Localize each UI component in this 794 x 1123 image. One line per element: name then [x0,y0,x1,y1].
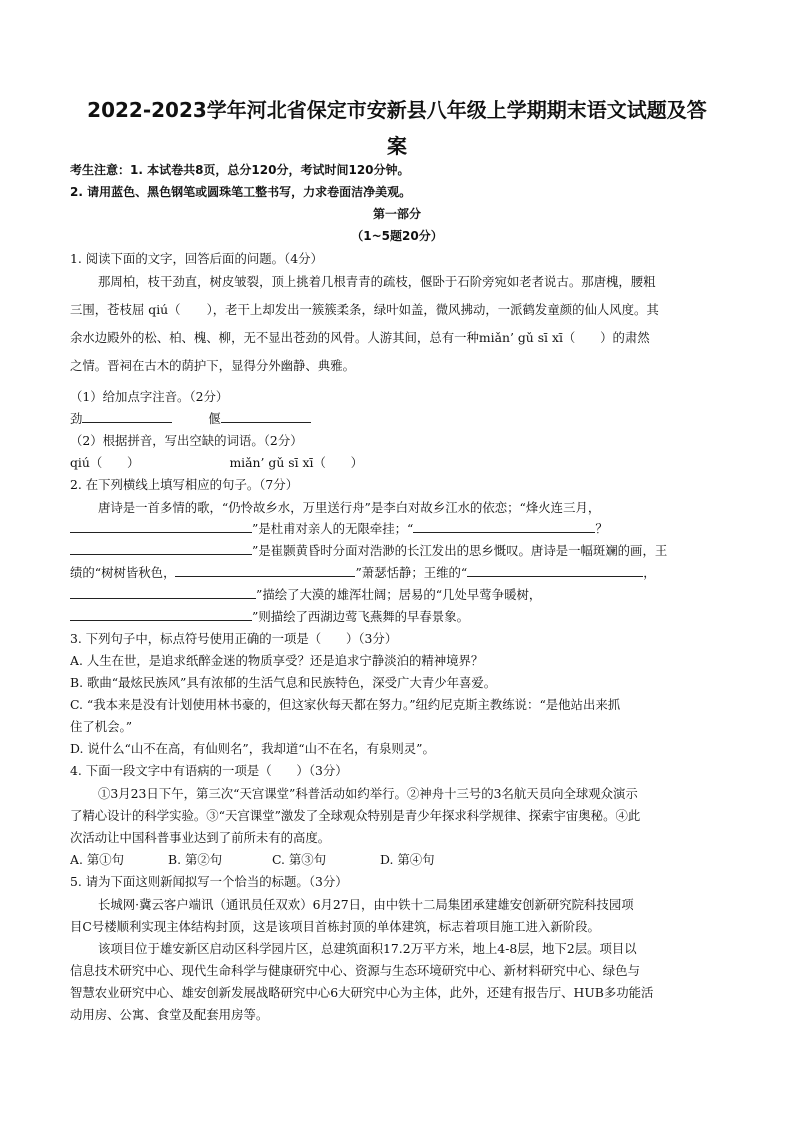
q1-passage-line-2 [70,299,724,321]
q2-line-4c: ， [643,565,656,580]
q2-line-2 [70,518,724,540]
q1-passage-line-1: 那周柏，枝干劲直，树皮皱裂，顶上挑着几根青青的疏枝，偃卧于石阶旁宛如老者说古。那唐槐，腰粗 [98,274,656,289]
q4-option-b[interactable]: B. 第②句 [168,852,223,867]
q2-line-6-text: ”则描绘了西湖边莺飞燕舞的早春景象。 [252,609,469,624]
q1-sub2: （2）根据拼音，写出空缺的词语。（2分） [70,433,303,448]
q4-passage-line-1: ①3月23日下午，第三次“天宫课堂”科普活动如约举行。②神舟十三号的3名航天员向全球观众演示 [98,786,638,801]
q1-passage-line-4: 之情。晋祠在古木的荫护下，显得分外幽静、典雅。 [70,358,355,373]
q2-line-4 [70,562,724,584]
q3-option-c-line-2: 住了机会。” [70,719,133,734]
q2-line-3 [70,540,724,562]
answer-blank[interactable] [70,584,256,599]
q3-stem: 3. 下列句子中，标点符号使用正确的一项是（ ）（3分） [70,631,398,646]
q2-line-2a: ”是杜甫对亲人的无限牵挂；“ [252,521,414,536]
q3-option-b[interactable]: B. 歌曲“最炫民族风”具有浓郁的生活气息和民族特色，深受广大青少年喜爱。 [70,675,497,690]
q1-pinyin-2[interactable]: miǎn’ gǔ sī xī（ ） [229,455,364,470]
q5-stem: 5. 请为下面这则新闻拟写一个恰当的标题。（3分） [70,874,348,889]
q5-news-line-5: 智慧农业研究中心、雄安创新发展战略研究中心6大研究中心为主体，此外，还建有报告厅、HUB多功能活 [70,985,654,1000]
q4-options [70,849,724,871]
q4-stem: 4. 下面一段文字中有语病的一项是（ ）（3分） [70,763,348,778]
q5-news-line-3: 该项目位于雄安新区启动区科学园片区，总建筑面积17.2万平方米，地上4-8层，地下2层。项目以 [98,941,637,956]
q1-char-jin: 劲 [70,411,83,426]
q5-news-line-6: 动用房、公寓、食堂及配套用房等。 [70,1007,269,1022]
answer-blank[interactable] [70,540,252,555]
answer-blank[interactable] [467,562,643,577]
answer-blank[interactable] [70,518,252,533]
q3-option-a[interactable]: A. 人生在世，是追求纸醉金迷的物质享受？还是追求宁静淡泊的精神境界？ [70,653,484,668]
q2-line-4b: ”萧瑟恬静；王维的“ [355,565,468,580]
q1-pinyin-1[interactable]: qiú（ ） [70,455,140,470]
notice-line-1: 考生注意：1. 本试卷共8页，总分120分，考试时间120分钟。 [70,163,410,177]
q1-pinyin-row [70,452,724,474]
q2-line-5 [70,584,724,606]
answer-blank[interactable] [221,408,311,423]
notice-line-2: 2. 请用蓝色、黑色钢笔或圆珠笔工整书写，力求卷面洁净美观。 [70,185,412,199]
part-heading: 第一部分 [372,207,421,221]
q2-line-6 [70,606,724,628]
q3-option-c-line-1[interactable]: C. “我本来是没有计划使用林书豪的，但这家伙每天都在努力。”纽约尼克斯主教练说：“是他站出来抓 [70,697,621,712]
q4-option-d[interactable]: D. 第④句 [380,852,435,867]
q5-news-line-1: 长城网·冀云客户端讯（通讯员任双欢）6月27日，由中铁十二局集团承建雄安创新研究院科技园项 [98,897,634,912]
q4-passage-line-3: 次活动让中国科普事业达到了前所未有的高度。 [70,830,331,845]
q5-news-line-4: 信息技术研究中心、现代生命科学与健康研究中心、资源与生态环境研究中心、新材料研究中心、绿色与 [70,963,640,978]
answer-blank[interactable] [70,606,252,621]
q2-line-5-text: ”描绘了大漠的雄浑壮阔；居易的“几处早莺争暖树， [256,587,542,602]
q2-line-4a: 绩的“树树皆秋色， [70,565,176,580]
q4-option-a[interactable]: A. 第①句 [70,852,124,867]
q2-line-2b: ？ [595,521,608,536]
q2-stem: 2. 在下列横线上填写相应的句子。（7分） [70,477,299,492]
q4-passage-line-2: 了精心设计的科学实验。③“天宫课堂”激发了全球观众特别是青少年探求科学规律、探索宇宙奥秘。④此 [70,808,641,823]
q1-char-yan: 偃 [208,411,221,426]
part-range: （1~5题20分） [351,229,443,243]
q3-option-d[interactable]: D. 说什么“山不在高，有仙则名”，我却道“山不在名，有泉则灵”。 [70,741,435,756]
q1-annotation-row [70,408,724,430]
answer-blank[interactable] [175,562,355,577]
answer-blank[interactable] [413,518,595,533]
q1-stem: 1. 阅读下面的文字，回答后面的问题。（4分） [70,251,323,266]
exam-title [70,92,724,164]
q1-passage-line-3: 余水边殿外的松、柏、槐、柳，无不显出苍劲的风骨。人游其间，总有一种miǎn’ gǔ sī xī（ ）的肃然 [70,330,650,345]
q1-passage-line-2b: ），老干上却发出一簇簇柔条，绿叶如盖，微风拂动，一派鹤发童颜的仙人风度。其 [206,302,659,317]
q2-line-1: 唐诗是一首多情的歌，“仍怜故乡水，万里送行舟”是李白对故乡江水的依恋；“烽火连三月， [98,500,601,515]
q1-passage-line-2a: 三围，苍枝屈 qiú（ [70,302,181,317]
exam-title-line2: 案 [387,134,407,158]
q2-line-3-text: ”是崔颢黄昏时分面对浩渺的长江发出的思乡慨叹。唐诗是一幅斑斓的画，王 [252,543,668,558]
q4-option-c[interactable]: C. 第③句 [272,852,327,867]
answer-blank[interactable] [82,408,172,423]
q5-news-line-2: 目C号楼顺利实现主体结构封顶，这是该项目首栋封顶的单体建筑，标志着项目施工进入新阶段。 [70,919,600,934]
q1-sub1: （1）给加点字注音。（2分） [70,389,229,404]
exam-title-line1: 2022-2023学年河北省保定市安新县八年级上学期期末语文试题及答 [87,98,707,122]
